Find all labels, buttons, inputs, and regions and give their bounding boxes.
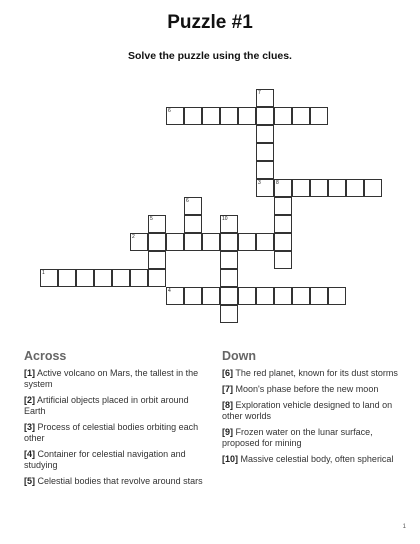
grid-cell[interactable] <box>202 107 220 125</box>
grid-cell[interactable] <box>184 107 202 125</box>
grid-cell[interactable] <box>256 107 274 125</box>
grid-cell[interactable] <box>256 161 274 179</box>
grid-cell[interactable] <box>328 287 346 305</box>
grid-cell[interactable] <box>274 197 292 215</box>
clue-number: 7 <box>258 90 261 96</box>
grid-cell[interactable] <box>238 107 256 125</box>
grid-cell[interactable] <box>310 107 328 125</box>
grid-cell[interactable] <box>202 287 220 305</box>
grid-cell[interactable] <box>274 179 292 197</box>
grid-cell[interactable] <box>184 197 202 215</box>
grid-cell[interactable] <box>94 269 112 287</box>
clue-number: 6 <box>168 108 171 114</box>
across-heading: Across <box>24 349 67 363</box>
clue-number: 3 <box>258 180 261 186</box>
grid-cell[interactable] <box>256 89 274 107</box>
grid-cell[interactable] <box>220 251 238 269</box>
grid-cell[interactable] <box>220 305 238 323</box>
clue-number: 10 <box>222 216 228 222</box>
grid-cell[interactable] <box>274 233 292 251</box>
grid-cell[interactable] <box>220 269 238 287</box>
grid-cell[interactable] <box>346 179 364 197</box>
page-number: 1 <box>402 524 406 530</box>
grid-cell[interactable] <box>130 269 148 287</box>
clue-number: 2 <box>132 234 135 240</box>
down-clue-9: [9] Frozen water on the lunar surface, proposed for mining <box>222 427 373 448</box>
grid-cell[interactable] <box>220 215 238 233</box>
grid-cell[interactable] <box>220 107 238 125</box>
grid-cell[interactable] <box>184 215 202 233</box>
grid-cell[interactable] <box>238 287 256 305</box>
grid-cell[interactable] <box>238 233 256 251</box>
grid-cell[interactable] <box>166 233 184 251</box>
down-clue-7: [7] Moon's phase before the new moon <box>222 384 379 394</box>
clue-number: 6 <box>186 198 189 204</box>
clue-number: 4 <box>168 288 171 294</box>
grid-cell[interactable] <box>310 287 328 305</box>
grid-cell[interactable] <box>202 233 220 251</box>
grid-cell[interactable] <box>76 269 94 287</box>
grid-cell[interactable] <box>148 269 166 287</box>
clue-number: 1 <box>42 270 45 276</box>
clue-number: 8 <box>276 180 279 186</box>
across-clue-3: [3] Process of celestial bodies orbiting each other <box>24 422 199 443</box>
grid-cell[interactable] <box>274 107 292 125</box>
grid-cell[interactable] <box>364 179 382 197</box>
grid-cell[interactable] <box>166 107 184 125</box>
grid-cell[interactable] <box>292 287 310 305</box>
grid-cell[interactable] <box>220 233 238 251</box>
grid-cell[interactable] <box>40 269 58 287</box>
grid-cell[interactable] <box>148 215 166 233</box>
grid-cell[interactable] <box>274 251 292 269</box>
grid-cell[interactable] <box>148 251 166 269</box>
across-clue-5: [5] Celestial bodies that revolve around stars <box>24 476 203 486</box>
down-clues <box>222 349 402 470</box>
grid-cell[interactable] <box>292 107 310 125</box>
across-clue-2: [2] Artificial objects placed in orbit around Earth <box>24 395 189 416</box>
across-clue-4: [4] Container for celestial navigation and studying <box>24 449 186 470</box>
grid-cell[interactable] <box>184 287 202 305</box>
grid-cell[interactable] <box>112 269 130 287</box>
grid-cell[interactable] <box>292 179 310 197</box>
puzzle-title: Puzzle #1 <box>167 12 253 33</box>
grid-cell[interactable] <box>220 287 238 305</box>
down-clue-6: [6] The red planet, known for its dust storms <box>222 368 398 378</box>
clue-number: 5 <box>150 216 153 222</box>
grid-cell[interactable] <box>130 233 148 251</box>
grid-cell[interactable] <box>328 179 346 197</box>
across-clue-1: [1] Active volcano on Mars, the tallest in the system <box>24 368 199 389</box>
grid-cell[interactable] <box>256 125 274 143</box>
down-heading: Down <box>222 349 257 363</box>
grid-cell[interactable] <box>274 215 292 233</box>
grid-cell[interactable] <box>256 233 274 251</box>
grid-cell[interactable] <box>166 287 184 305</box>
across-clues <box>24 349 204 492</box>
grid-cell[interactable] <box>184 233 202 251</box>
grid-cell[interactable] <box>148 233 166 251</box>
grid-cell[interactable] <box>310 179 328 197</box>
grid-cell[interactable] <box>256 143 274 161</box>
grid-cell[interactable] <box>256 287 274 305</box>
grid-cell[interactable] <box>256 179 274 197</box>
puzzle-instructions: Solve the puzzle using the clues. <box>128 50 292 62</box>
grid-cell[interactable] <box>274 287 292 305</box>
down-clue-10: [10] Massive celestial body, often spherical <box>222 454 394 464</box>
down-clue-8: [8] Exploration vehicle designed to land on other worlds <box>222 400 393 421</box>
grid-cell[interactable] <box>58 269 76 287</box>
